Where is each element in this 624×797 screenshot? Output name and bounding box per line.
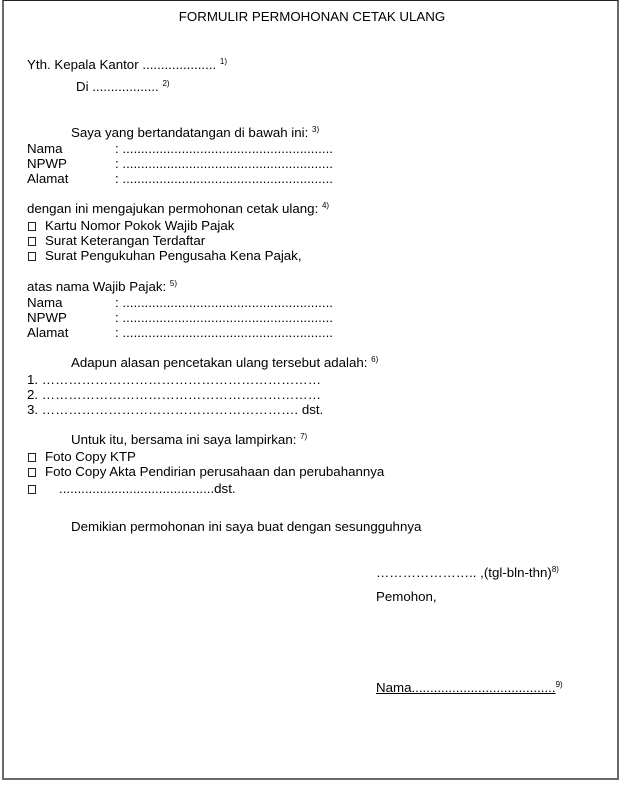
taxpayer-intro-text: atas nama Wajib Pajak:: [27, 279, 167, 294]
applicant-intro-text: Saya yang bertandatangan di bawah ini:: [71, 125, 309, 140]
field-label: Alamat: [27, 325, 69, 340]
attachment-item[interactable]: [28, 464, 384, 479]
reasons-intro-text: Adapun alasan pencetakan ulang tersebut adalah:: [71, 355, 368, 370]
field-label: Alamat: [27, 171, 69, 186]
reasons-intro: [71, 355, 378, 370]
reason-item: 1. ………………………………………………………: [27, 372, 322, 387]
applicant-field-row: [0, 141, 400, 156]
footnote-ref: 9): [555, 680, 563, 689]
option-label: Kartu Nomor Pokok Wajib Pajak: [45, 218, 235, 233]
footnote-ref: 2): [162, 79, 170, 88]
checkbox-icon[interactable]: [28, 453, 36, 462]
recipient-text: Yth. Kepala Kantor ....................: [27, 57, 217, 72]
field-label: Nama: [27, 141, 63, 156]
attachments-intro: [71, 432, 307, 447]
field-label: Nama: [27, 295, 63, 310]
field-value-line: : .........................................................: [115, 156, 333, 171]
form-title: FORMULIR PERMOHONAN CETAK ULANG: [178, 9, 446, 24]
attachment-item[interactable]: [28, 481, 236, 496]
field-value-line: : .........................................................: [115, 295, 333, 310]
attachment-label: Foto Copy Akta Pendirian perusahaan dan perubahannya: [45, 464, 385, 479]
option-label: Surat Keterangan Terdaftar: [45, 233, 206, 248]
footnote-ref: 7): [300, 432, 308, 441]
name-line: Nama.......................................: [376, 680, 556, 695]
taxpayer-field-row: [0, 295, 400, 310]
checkbox-icon[interactable]: [28, 237, 36, 246]
footnote-ref: 6): [371, 355, 379, 364]
request-intro: [27, 201, 329, 216]
taxpayer-field-row: [0, 310, 400, 325]
closing-statement: Demikian permohonan ini saya buat dengan sesungguhnya: [71, 519, 422, 534]
footnote-ref: 8): [551, 565, 559, 574]
checkbox-icon[interactable]: [28, 252, 36, 261]
applicant-intro: [71, 125, 319, 140]
request-option[interactable]: [28, 248, 302, 263]
field-value-line: : .........................................................: [115, 171, 333, 186]
recipient-line: [27, 57, 227, 72]
taxpayer-field-row: [0, 325, 400, 340]
attachments-intro-text: Untuk itu, bersama ini saya lampirkan:: [71, 432, 297, 447]
location-line: [76, 79, 170, 94]
field-value-line: : .........................................................: [115, 325, 333, 340]
request-intro-text: dengan ini mengajukan permohonan cetak ulang:: [27, 201, 319, 216]
checkbox-icon[interactable]: [28, 485, 36, 494]
footnote-ref: 5): [169, 279, 178, 288]
field-label: NPWP: [27, 156, 67, 171]
applicant-field-row: [0, 156, 400, 171]
taxpayer-intro: [27, 279, 177, 294]
footnote-ref: 4): [321, 201, 330, 210]
reason-item: 3. …………………………………………………. dst.: [27, 402, 324, 417]
date-text: ………………….. ,(tgl-bln-thn): [376, 565, 552, 580]
reason-item: 2. ………………………………………………………: [27, 387, 322, 402]
field-value-line: : .........................................................: [115, 310, 333, 325]
request-option[interactable]: [28, 233, 205, 248]
checkbox-icon[interactable]: [28, 222, 36, 231]
location-text: Di ..................: [76, 79, 159, 94]
field-label: NPWP: [27, 310, 67, 325]
request-option[interactable]: [28, 218, 234, 233]
option-label: Surat Pengukuhan Pengusaha Kena Pajak,: [45, 248, 302, 263]
footnote-ref: 3): [312, 125, 320, 134]
signature-role: Pemohon,: [376, 589, 437, 604]
checkbox-icon[interactable]: [28, 468, 36, 477]
applicant-field-row: [0, 171, 400, 186]
attachment-item[interactable]: [28, 449, 136, 464]
field-value-line: : .........................................................: [115, 141, 333, 156]
attachment-label: Foto Copy KTP: [45, 449, 136, 464]
footnote-ref: 1): [219, 57, 228, 66]
signature-name: [376, 680, 563, 695]
signature-date: [376, 565, 559, 580]
attachment-label: ..........................................dst.: [59, 481, 236, 496]
